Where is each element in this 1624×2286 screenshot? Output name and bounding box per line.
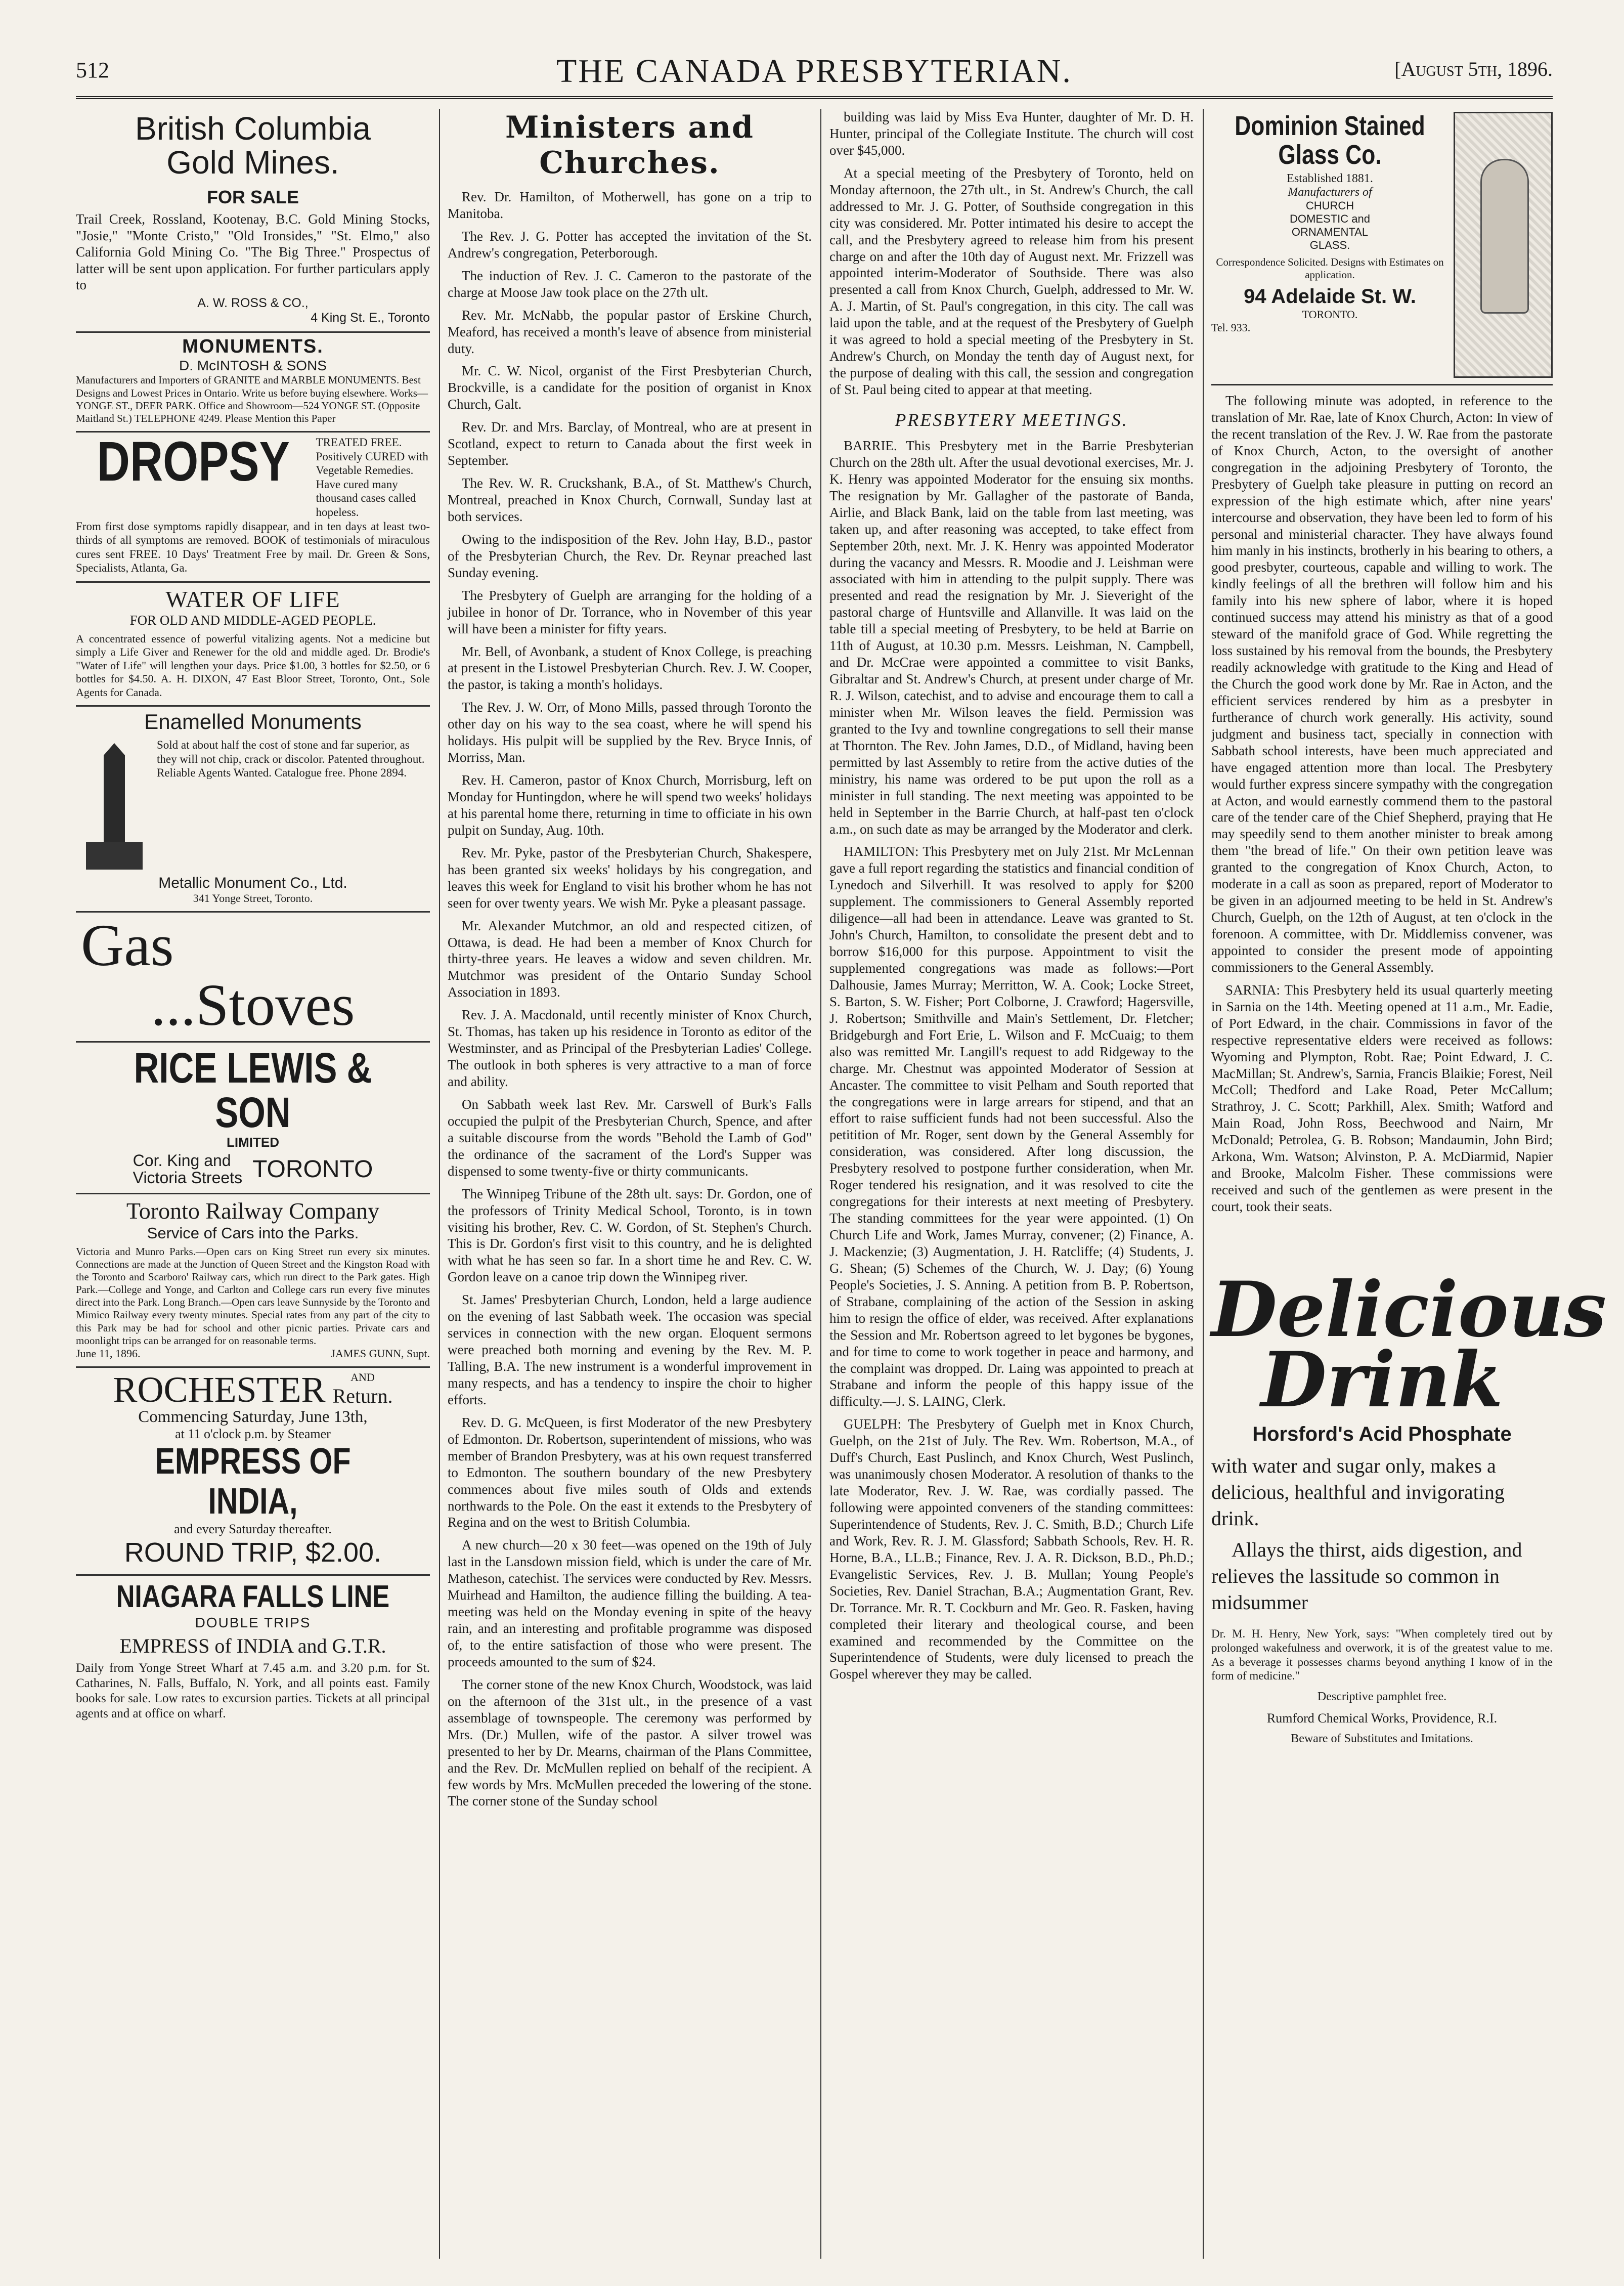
stained-glass-window-illustration	[1454, 112, 1553, 378]
ad-title: Dominion Stained Glass Co.	[1235, 111, 1425, 170]
paragraph: Mr. Alexander Mutchmor, an old and respected citizen, of Ottawa, is dead. He had been a member of Knox Church for thirty-three years. He leaves a widow and seven children. Mr. Mutchmor was president of the Ontario Sunday School Association in 1893.	[448, 918, 812, 1000]
paragraph: The following minute was adopted, in reference to the translation of Mr. Rae, late of Knox Church, Acton: In view of the recent translation of the Rev. J. W. Rae from the pastorate of Knox Church, Acton, to the oversight of another congregation in the adjoining Presbytery of Toronto, the Presbytery of Guelph take pleasure in putting on record an expression of the high estimate which, after nine years' intercourse and observation, they have been led to form of his personal and ministerial character. They have always found him manly in his instincts, brotherly in his bearing to others, a good presbyter, courteous, capable and willing to work. The kindly feelings of all the brethren will follow him and his family into his new sphere of labor, where it is hoped continued success may attend his ministry as that of a good steward of the manifold grace of God. While regretting the loss sustained by his removal from the bounds, the Presbytery readily acknowledge with gratitude to the King and Head of the Church the good work done by Mr. Rae in Acton, and the efficient services rendered by him as a presbyter in furtherance of church work generally. His activity, sound judgment and business tact, specially in connection with Sabbath school interests, have been much appreciated and have engaged attention more than local. The Presbytery would further express sincere sympathy with the congregation at Acton, and would earnestly commend them to the pastoral care of the tender care of the Chief Shepherd, praying that He may speedily send to them another minister to break among them "the bread of life." On their own petition leave was granted to the congregation of Knox Church, Acton, to moderate in a call as soon as prepared, report of Moderator to be given in an adjourned meeting to be held in St. Andrew's Church, Guelph, on the 12th of August, at ten o'clock in the forenoon. A committee, with Dr. Middlemiss convener, was appointed to consider the present mode of appointing commissioners to the General Assembly.	[1211, 393, 1553, 975]
ad-product: Horsford's Acid Phosphate	[1252, 1423, 1512, 1446]
paragraph: St. James' Presbyterian Church, London, held a large audience on the evening of last Sabbath week. The occasion was special services in connection with the new organ. Eloquent sermons were preached both morning and evening by the Rev. M. P. Talling, B.A. The new instrument is a wonderful improvement in many respects, and has a tendency to inspire the choir to higher efforts.	[448, 1292, 812, 1407]
paragraph: GUELPH: The Presbytery of Guelph met in Knox Church, Guelph, on the 21st of July. The Rev. Wm. Robertson, M.A., of Duff's Church, East Puslinch, and Knox Church, West Puslinch, was unanimously chosen Moderator. A resolution of thanks to the late Moderator, Rev. J. W. Rae, was cordially passed. The following were appointed conveners of the standing committees: Superintendence of Students, Rev. J. C. Smith, B.D.; Church Life and Work, Rev. R. J. M. Glassford; Sabbath Schools, Rev. H. R. Horne, B.A., LL.B.; Finance, Rev. J. A. R. Dickson, B.D., Ph.D.; Evangelistic Services, Rev. J. B. Mullan; Young People's Societies, Rev. Daniel Strachan, B.A.; Augmentation Grant, Rev. Dr. Torrance. Mr. R. T. Cockburn and Mr. Geo. R. Fasken, having completed their literary and theological course, and been examined and recommended by the Committee on the Superintendence of Students, were duly licensed to preach the Gospel wherever they may be called.	[829, 1416, 1194, 1682]
ad-title-line: Delicious	[1211, 1265, 1607, 1354]
ad-works: Rumford Chemical Works, Providence, R.I.	[1266, 1710, 1498, 1726]
paragraph: Rev. Mr. McNabb, the popular pastor of Erskine Church, Meaford, has received a month's leave of absence from ministerial duty.	[448, 307, 812, 356]
ad-return: Return.	[332, 1385, 393, 1408]
column-right	[1211, 109, 1607, 2259]
ad-title: MONUMENTS.	[182, 336, 324, 358]
ad-subtitle: FOR SALE	[206, 187, 299, 208]
article-body	[1211, 393, 1553, 1215]
ad-title: NIAGARA FALLS LINE	[116, 1579, 390, 1615]
ad-line: Gas	[81, 912, 174, 978]
paragraph: On Sabbath week last Rev. Mr. Carswell of Burk's Falls occupied the pulpit of the Presbyterian Church, Spence, and after a suitable discourse from the words "Behold the Lamb of God" the ordinance of the sacrament of the Lord's Supper was dispensed to some twenty-five or thirty communicants.	[448, 1096, 812, 1179]
ad-corner: Cor. King and Victoria Streets	[133, 1151, 243, 1187]
ad-established: Established 1881.	[1287, 172, 1373, 186]
paragraph: The Winnipeg Tribune of the 28th ult. says: Dr. Gordon, one of the professors of Trinity Medical School, Toronto, is in town visiting his brother, Rev. C. W. Gordon, of St. Stephen's Church. This is Dr. Gordon's first visit to this country, and he is delighted with what he has seen so far. In a short time he and Rev. C. W. Gordon leave on a canoe trip down the Winnipeg river.	[448, 1186, 812, 1285]
column-ministers-and-churches	[448, 109, 812, 2259]
ad-address: 94 Adelaide St. W.	[1244, 285, 1416, 308]
section-title: Ministers and Churches.	[505, 110, 755, 181]
page-number: 512	[76, 58, 109, 82]
ad-correspondence: Correspondence Solicited. Designs with Estimates on application.	[1216, 256, 1444, 281]
paragraph: The corner stone of the new Knox Church, Woodstock, was laid on the afternoon of the 31st ult., in the presence of a vast assemblage of townspeople. The ceremony was performed by Mrs. (Dr.) Mullen, wife of the pastor. A silver trowel was presented to her by Dr. Mearns, chairman of the Plans Committee, and the Rev. Dr. McMullen replied on behalf of the recipient. A few words by Mrs. McMullen preceded the lowering of the stone. The corner stone of the Sunday school	[448, 1676, 812, 1809]
ad-title: WATER OF LIFE	[165, 586, 340, 613]
ad-commencing: Commencing Saturday, June 13th,	[138, 1408, 368, 1427]
ad-fare: ROUND TRIP, $2.00.	[124, 1537, 382, 1568]
ad-subtitle: DOUBLE TRIPS	[195, 1615, 311, 1631]
ad-title: ROCHESTER	[113, 1369, 326, 1410]
paragraph: Owing to the indisposition of the Rev. John Hay, B.D., pastor of the Presbyterian Church, the Rev. Dr. Reynar preached last Sunday evening.	[448, 531, 812, 580]
ad-text: Victoria and Munro Parks.—Open cars on King Street run every six minutes. Connections are made at the Junction of Queen Street and the Kingston Road with the Toronto and Scarboro' Railway cars, which run direct to the Park gates. High Park.—College and Yonge, and Carlton and College cars run every five minutes direct into the Park. Long Branch.—Open cars leave Sunnyside by the Toronto and Mimico Railway every twenty minutes. Special rates from any part of the city to this Park may be had for school and other picnic parties. Private cars and moonlight trips can be arranged for on reasonable terms.	[76, 1245, 430, 1347]
ad-bc-gold-mines	[76, 109, 430, 333]
ad-rochester	[76, 1368, 430, 1576]
ad-city: TORONTO.	[1302, 308, 1358, 321]
paragraph: building was laid by Miss Eva Hunter, daughter of Mr. D. H. Hunter, principal of the Collegiate Institute. The church will cost over $45,000.	[829, 109, 1194, 158]
ad-firm: D. McINTOSH & SONS	[179, 358, 327, 374]
ad-monuments	[76, 333, 430, 433]
paragraph: The induction of Rev. J. C. Cameron to the pastorate of the charge at Moose Jaw took place on the 27th ult.	[448, 268, 812, 300]
column-rule	[820, 109, 821, 2259]
ad-signature: JAMES GUNN, Supt.	[331, 1347, 430, 1360]
ad-and: AND	[350, 1371, 375, 1384]
ad-agent: A. W. ROSS & CO.,	[197, 296, 309, 311]
paragraph: The Rev. J. G. Potter has accepted the invitation of the St. Andrew's congregation, Peterborough.	[448, 228, 812, 261]
ad-quote: Dr. M. H. Henry, New York, says: "When completely tired out by prolonged wakefulness and overwork, it is of the greatest value to me. As a beverage it possesses charms beyond anything I know of in the form of medicine."	[1211, 1627, 1553, 1683]
ad-company: Metallic Monument Co., Ltd.	[158, 874, 347, 891]
ad-side-text: TREATED FREE. Positively CURED with Vegetable Remedies. Have cured many thousand cases called hopeless.	[316, 436, 428, 519]
article-body	[448, 189, 812, 1809]
ad-toronto-railway	[76, 1194, 430, 1368]
article-body-continued	[829, 109, 1194, 398]
paragraph: The Rev. W. R. Cruckshank, B.A., of St. Matthew's Church, Montreal, preached in Knox Church, Cornwall, Sunday last at both services.	[448, 476, 812, 524]
ad-manufacturers: Manufacturers of	[1288, 186, 1372, 199]
ad-text: Trail Creek, Rossland, Kootenay, B.C. Gold Mining Stocks, "Josie," "Monte Cristo," "Old Ironsides," "St. Elmo," also California Gold Mining Co. "The Big Three." Prospectus of latter will be sent upon application. For further particulars apply to	[76, 211, 430, 292]
ad-pamphlet: Descriptive pamphlet free.	[1317, 1690, 1447, 1703]
column-advertisements-left	[76, 109, 430, 2259]
ad-ship: EMPRESS OF INDIA,	[155, 1441, 351, 1522]
paragraph: Rev. Mr. Pyke, pastor of the Presbyterian Church, Shakespere, has been granted six weeks' holidays by his congregation, and leaves this week for England to visit his brother whom he has not seen for over twenty years. We wish Mr. Pyke a pleasant passage.	[448, 845, 812, 911]
paragraph: HAMILTON: This Presbytery met on July 21st. Mr McLennan gave a full report regarding the statistics and financial condition of Lynedoch and Silverhill. It was resolved to apply for $200 supplement. The commissioners to General Assembly reported diligence—all had been in attendance. Leave was granted to St. John's Church, Hamilton, to consolidate the present debt and to borrow $16,000 for this purpose. Appointment to visit the supplemented congregations was made as follows:—Port Dalhousie, James Murray; Merritton, W. A. Cook; Locke Street, S. Barton, S. W. Fisher; Port Colborne, J. Crawford; Hagersville, J. Robertson; Smithville and Main's Settlement, Dr. Fletcher; Bridgeburgh and Fort Erie, L. Wilson and F. McCuaig; to them also was remitted Mr. Langill's request to add Ridgeway to the charge. Mr. Chestnut was appointed Moderator of Session at Ancaster. The committee to visit Pelham and South reported that the congregations were in large arrears for stipend, and that an effort to raise sufficient funds had not been successful. Also the petitition of Mr. Roger, sent down by the General Assembly for consideration, was considered. After long discussion, the Presbytery resolved to postpone further consideration, when Mr. Roger tendered his resignation, and it was resolved to cite the congregations for their interests at next meeting of Presbytery. The standing committees for the year were appointed. (1) On Church Life and Work, James Murray, convener; (2) Finance, A. J. Mackenzie; (3) Augmentation, J. H. Ratcliffe; (4) Students, J. G. Shean; (5) Schemes of the Church, W. J. Day; (6) Young People's Societies, J. S. Anning. A petition from B. P. Robertson, of Strabane, complaining of the action of the Session in asking him to resign the office of elder, was received. After explanations the Session and Mr. Robertson agreed to let bygones be bygones, and for time to come to work together in peace and harmony, and the complaint was dropped. Dr. Laing was appointed to preach at Strabane and inform the people of this happy issue of the difficulty.—J. S. LAING, Clerk.	[829, 844, 1194, 1409]
ad-limited: LIMITED	[227, 1135, 279, 1150]
ad-enamelled-monuments	[76, 707, 430, 913]
ad-title: Toronto Railway Company	[126, 1197, 380, 1224]
article-body	[829, 438, 1194, 1683]
column-rule	[439, 109, 440, 2259]
paragraph: Rev. J. A. Macdonald, until recently minister of Knox Church, St. Thomas, has taken up his residence in Toronto as editor of the Westminster, and as Principal of the Presbyterian Ladies' College. The outlook in both spheres is very attractive to a man of force and ability.	[448, 1007, 812, 1089]
paragraph: Mr. C. W. Nicol, organist of the First Presbyterian Church, Brockville, is a candidate for the position of organist in Knox Church, Galt.	[448, 363, 812, 412]
ad-ships: EMPRESS of INDIA and G.T.R.	[119, 1634, 386, 1658]
paragraph: Rev. Dr. Hamilton, of Motherwell, has gone on a trip to Manitoba.	[448, 189, 812, 221]
ad-title: DROPSY	[97, 430, 290, 493]
ad-telephone: Tel. 933.	[1211, 321, 1251, 334]
ad-text: Sold at about half the cost of stone and far superior, as they will not chip, crack or discolor. Patented throughout. Reliable Agents Wanted. Catalogue free. Phone 2894.	[157, 738, 425, 780]
paragraph: Rev. D. G. McQueen, is first Moderator of the new Presbytery of Edmonton. Dr. Robertson, superintendent of missions, who was member of Brandon Presbytery, was at his own request transferred to Edmonton. The southern boundary of the new Presbytery commences about five miles south of Olds and extends northwards to the Pole. On the east it extends to the Presbytery of Regina and on the west to British Columbia.	[448, 1414, 812, 1530]
ad-thereafter: and every Saturday thereafter.	[174, 1522, 332, 1537]
ad-title-line: Drink	[1260, 1335, 1504, 1425]
ad-title: Enamelled Monuments	[144, 709, 362, 734]
ad-items: CHURCH DOMESTIC and ORNAMENTAL GLASS.	[1290, 199, 1370, 252]
ad-subtitle: Service of Cars into the Parks.	[147, 1224, 359, 1242]
ad-address: 4 King St. E., Toronto	[311, 311, 430, 325]
ad-water-of-life	[76, 583, 430, 707]
paragraph: The Presbytery of Guelph are arranging for the holding of a jubilee in honor of Dr. Torrance, who in November of this year will have been a minister for fifty years.	[448, 587, 812, 636]
column-presbytery	[829, 109, 1194, 2259]
newspaper-title: THE CANADA PRESBYTERIAN.	[556, 53, 1072, 90]
ad-address: 341 Yonge Street, Toronto.	[193, 891, 313, 904]
masthead	[76, 48, 1553, 99]
paragraph: Mr. Bell, of Avonbank, a student of Knox College, is preaching at present in the Listowel Presbyterian Church. Rev. J. W. Cooper, the pastor, is taking a month's holidays.	[448, 643, 812, 693]
ad-dominion-stained-glass	[1211, 109, 1553, 385]
ad-line: ...Stoves	[151, 971, 355, 1038]
paragraph: Rev. H. Cameron, pastor of Knox Church, Morrisburg, left on Monday for Huntingdon, where he will spend two weeks' holidays at his parental home there, returning in time to officiate in his own pulpit on Sunday, Aug. 10th.	[448, 772, 812, 838]
ad-subtitle: FOR OLD AND MIDDLE-AGED PEOPLE.	[129, 613, 376, 628]
ad-gas-stoves	[76, 913, 430, 1043]
ad-rice-lewis	[76, 1043, 430, 1194]
paragraph: BARRIE. This Presbytery met in the Barrie Presbyterian Church on the 28th ult. After the usual devotional exercises, Mr. J. K. Henry was appointed Moderator for the ensuing six months. The resignation by Mr. Gallagher of the pastorate of Banda, Airlie, and Black Bank, laid on the table from last meeting, was taken up, and after reasoning was accepted, to take effect from September 20th, next. Mr. J. K. Henry was appointed Moderator during the vacancy and Messrs. R. Moodie and J. Leishman were associated with him in attending to the pulpit supply. There was presented and read the resignation by Mr. J. Sieveright of the pastoral charge of Huntsville and Allanville. It was laid on the table till a special meeting of Presbytery, to be held at Barrie on 11th of August, at 10.30 p.m. Messrs. Leishman, N. Campbell, and Dr. McCrae were appointed a committee to visit Banks, Gibraltar and St. Andrew's Church, at present under charge of Mr. R. J. Wilson, catechist, and to advise and encourage them to call a minister when Mr. Wilson leaves the field. Permission was granted to the Ivy and townline congregations to sell their manse at Thornton. The Rev. John James, D.D., of Midland, having been permitted by last Assembly to retire from the active duties of the ministry, his name was ordered to be put upon the roll as a minister in full standing. The next meeting was appointed to be held in September in the Barrie Church, at half-past ten o'clock a.m., on such date as may be arranged by the Moderator and clerk.	[829, 438, 1194, 837]
ad-title: RICE LEWIS & SON	[134, 1044, 372, 1137]
ad-date: June 11, 1896.	[76, 1347, 141, 1360]
ad-niagara-falls-line	[76, 1576, 430, 1728]
ad-text: A concentrated essence of powerful vitalizing agents. Not a medicine but simply a Life Giver and Renewer for the old and middle aged. Dr. Brodie's "Water of Life" will lengthen your days. Price $1.00, 3 bottles for $2.50, or 6 bottles for $4.50. A. H. DIXON, 47 East Bloor Street, Toronto, Ont., Sole Agents for Canada.	[76, 632, 430, 699]
issue-date: [August 5th, 1896.	[1394, 58, 1553, 80]
ad-dropsy	[76, 430, 430, 583]
ad-text: Daily from Yonge Street Wharf at 7.45 a.m. and 3.20 p.m. for St. Catharines, N. Falls, Buffalo, N. York, and all points east. Family books for sale. Low rates to excursion parties. Tickets at all principal agents and at office on wharf.	[76, 1661, 430, 1721]
ad-title: British Columbia Gold Mines.	[135, 110, 371, 181]
paragraph: SARNIA: This Presbytery held its usual quarterly meeting in Sarnia on the 14th. Meeting opened at 11 a.m., Mr. Eadie, of Port Edward, in the chair. Commissions in favor of the respective representative elders were received as follows: Wyoming and Plympton, Robt. Rae; Point Edward, J. C. MacMillan; St. Andrew's, Sarnia, Francis Blaikie; Forest, Neil McColl; Thedford and Lake Road, Peter McCallum; Strathroy, J. C. Scott; Parkhill, Alex. Smith; Watford and Main Road, John Ross, Beechwood and Nairn, Mr McDonald; Petrolea, G. B. Robson; Mandaumin, John Bird; Arkona, Wm. Watson; Alvinston, P. A. McDiarmid, Napier and Brooke, Malcolm Fisher. These commissions were received and such of the gentlemen as were present in the court, took their seats.	[1211, 982, 1553, 1214]
ad-text: with water and sugar only, makes a delicious, healthful and invigorating drink.	[1211, 1454, 1505, 1530]
paragraph: A new church—20 x 30 feet—was opened on the 19th of July last in the Lansdown mission field, which is under the care of Mr. Matheson, catechist. The services were conducted by Rev. Messrs. Muirhead and Hamilton, the audience filling the building. A tea-meeting was held on the Monday evening in spite of the heavy rain, and an interesting and profitable programme was disposed of, to the entire satisfaction of those who were present. The proceeds amounted to the sum of $24.	[448, 1537, 812, 1669]
ad-horsfords-acid-phosphate	[1211, 1265, 1607, 1746]
ad-beware: Beware of Substitutes and Imitations.	[1291, 1732, 1473, 1745]
ad-city: TORONTO	[252, 1156, 373, 1183]
paragraph: Rev. Dr. and Mrs. Barclay, of Montreal, who are at present in Scotland, expect to return to Canada about the first week in September.	[448, 419, 812, 468]
section-heading: PRESBYTERY MEETINGS.	[895, 409, 1128, 430]
column-rule	[1203, 109, 1204, 2259]
ad-text: Manufacturers and Importers of GRANITE and MARBLE MONUMENTS. Best Designs and Lowest Prices in Ontario. Write us before buying elsewhere. Works—YONGE ST., DEER PARK. Office and Showroom—524 YONGE ST. (Opposite Maitland St.) TELEPHONE 4249. Please Mention this Paper	[76, 374, 428, 424]
ad-text: Allays the thirst, aids digestion, and relieves the lassitude so common in midsummer	[1211, 1538, 1522, 1614]
monument-illustration	[76, 738, 152, 875]
ad-text: From first dose symptoms rapidly disappear, and in ten days at least two-thirds of all symptoms are removed. BOOK of testimonials of miraculous cures sent FREE. 10 Days' Treatment Free by mail. Dr. Green & Sons, Specialists, Atlanta, Ga.	[76, 520, 430, 575]
paragraph: The Rev. J. W. Orr, of Mono Mills, passed through Toronto the other day on his way to the sea coast, where he will spend his holidays. His pulpit will be supplied by the Rev. Bryce Innis, of Morriss, Man.	[448, 700, 812, 765]
paragraph: At a special meeting of the Presbytery of Toronto, held on Monday afternoon, the 27th ult., in St. Andrew's Church, the call addressed to Mr. J. G. Potter, of Southside congregation in this city was considered. Mr. Potter intimated his desire to accept the call, and the Presbytery agreed to release him from his present charge on and after the 10th day of August next. Mr. Frizzell was appointed interim-Moderator of Southside. There was also presented a call from Knox Church, Guelph, addressed to Mr. W. A. J. Martin, of St. Paul's congregation, in this city. The call was laid upon the table, and at the request of the Presbytery of Guelph it was agreed to hold a special meeting of the Presbytery in St. Andrew's Church, on Monday the tenth day of August next, for the purpose of dealing with this call, the session and congregation of St. Paul being cited to appear at that meeting.	[829, 165, 1194, 397]
ad-time: at 11 o'clock p.m. by Steamer	[175, 1427, 331, 1442]
